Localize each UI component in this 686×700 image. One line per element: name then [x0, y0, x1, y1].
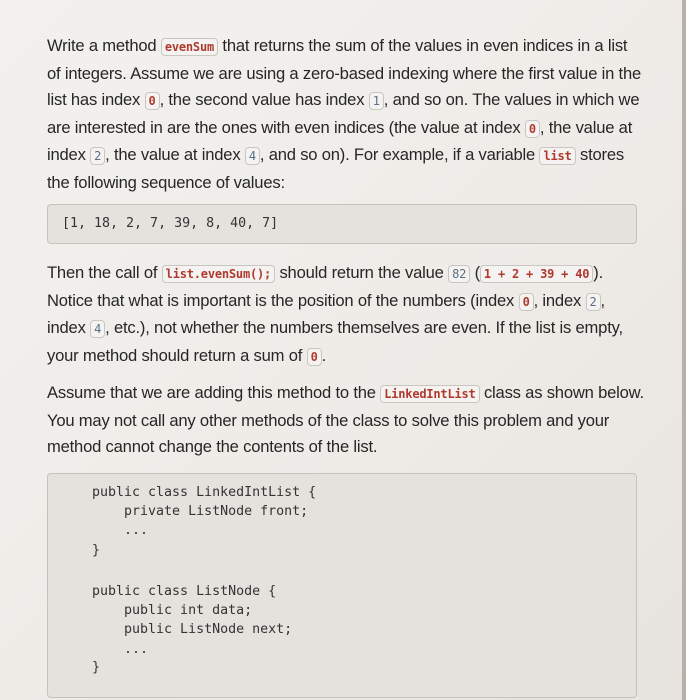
code-line: public int data;: [92, 603, 253, 618]
text: .: [321, 345, 327, 365]
text: , the second value has index: [159, 90, 369, 109]
code-line: ...: [92, 642, 149, 657]
inline-code-index-2: 2: [586, 293, 601, 311]
inline-code-index-0: 0: [145, 92, 160, 110]
text: Assume that we are adding this method to the: [47, 383, 381, 402]
sequence-code: [1, 18, 2, 7, 39, 8, 40, 7]: [62, 216, 279, 231]
code-line: ...: [92, 523, 149, 538]
text: , the value at index: [105, 145, 245, 164]
inline-code-index-1: 1: [369, 92, 384, 110]
text: , and so on. The values in which we are interested in are the ones with even indices (the value at index: [47, 90, 640, 137]
text: that returns the sum of the values in even indices in a list of integers. Assume we are using a zero-based indexing where the first value in the list has index: [47, 36, 642, 109]
intro-paragraph: [47, 33, 645, 196]
text: , and so on). For example, if a variable: [259, 145, 540, 164]
code-line: }: [92, 660, 101, 675]
text: (: [470, 263, 480, 282]
text: , index: [533, 290, 586, 310]
code-line: public ListNode next;: [92, 622, 293, 637]
inline-code-index-0: 0: [525, 120, 540, 138]
code-line: public class ListNode {: [92, 584, 277, 599]
inline-code-evensum: evenSum: [161, 38, 218, 56]
inline-code-zero: 0: [307, 348, 322, 366]
code-line: public class LinkedIntList {: [92, 485, 317, 500]
text: Write a method: [47, 36, 161, 55]
code-line: private ListNode front;: [92, 504, 309, 519]
inline-code-index-4: 4: [245, 147, 260, 165]
inline-code-index-4: 4: [90, 320, 105, 338]
text: ). Notice that what is important is the position of the numbers (index: [47, 263, 604, 310]
call-paragraph: [47, 260, 645, 370]
text: class as shown below. You may not call any other methods of the class to solve this problem and your method cannot change the contents of the list.: [47, 383, 644, 456]
text: Then the call of: [47, 263, 162, 282]
inline-code-linkedintlist: LinkedIntList: [380, 385, 479, 403]
class-code-block: [47, 473, 637, 698]
inline-code-call: list.evenSum();: [162, 265, 275, 283]
inline-code-list: list: [539, 147, 575, 165]
code-line: }: [92, 543, 101, 558]
inline-code-index-0: 0: [519, 293, 534, 311]
text: , etc.), not whether the numbers themselves are even. If the list is empty, your method should return a sum of: [47, 318, 623, 365]
sequence-code-block: [47, 204, 637, 244]
text: should return the value: [275, 263, 449, 282]
inline-code-result: 82: [448, 265, 470, 283]
text: stores the following sequence of values:: [47, 145, 624, 192]
text: , the value at index: [47, 117, 633, 164]
class-paragraph: [47, 380, 645, 461]
inline-code-expression: 1 + 2 + 39 + 40: [480, 265, 593, 283]
text: , index: [47, 290, 605, 337]
inline-code-index-2: 2: [90, 147, 105, 165]
